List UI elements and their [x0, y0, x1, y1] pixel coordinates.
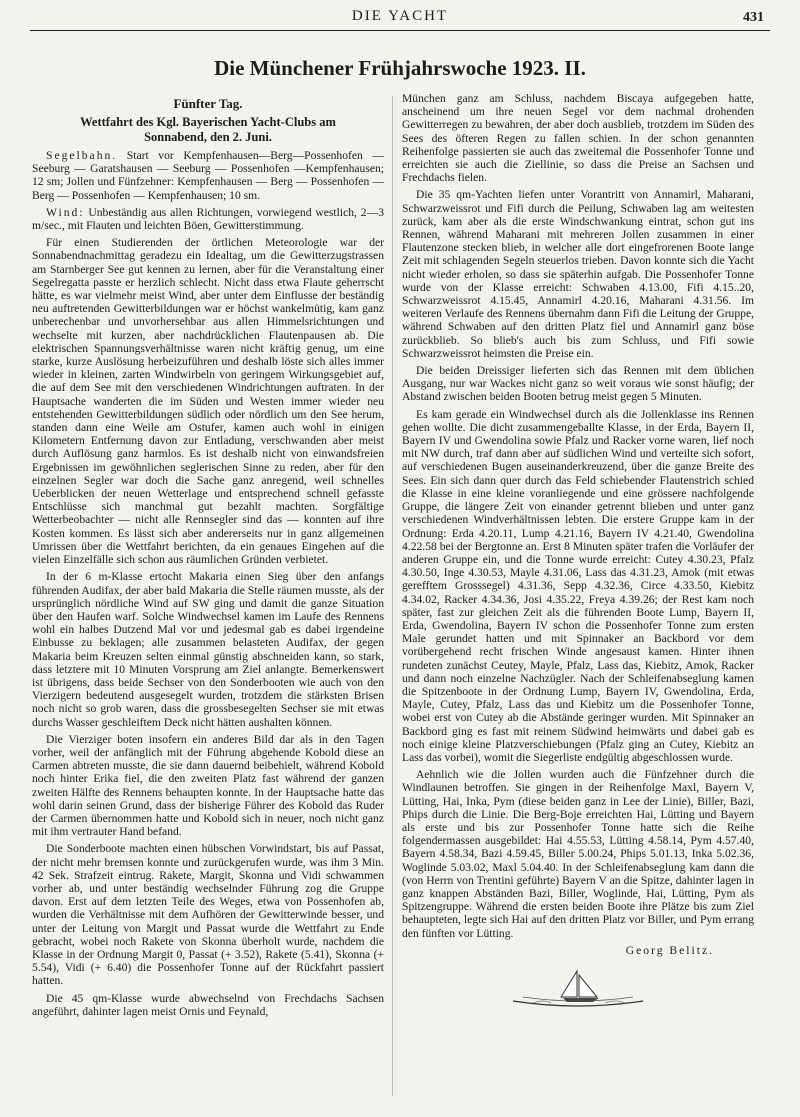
body-paragraph: Die Vierziger boten insofern ein anderes Bild dar als in den Tagen vorher, weil der anfänglich mit der Führung abgehende Kobold diese an Carmen abtreten musste, die sie dann dauernd beibehielt, während Kobold noch hinter Erika fiel, die den zweiten Platz fast während der ganzen zweiten Hälfte des Rennens behaupten konnte. In der Hauptsache hatte das wohl darin seinen Grund, dass der bisherige Führer des Kobold das Ruder der Carmen übernommen hatte und Kobold sich in neuer, noch nicht ganz mit ihm vertrauter Hand befand.: [32, 732, 384, 839]
body-paragraph: Aehnlich wie die Jollen wurden auch die Fünfzehner durch die Windlaunen betroffen. Sie gingen in der Reihenfolge Maxl, Bayern V, Lütting, Hai, Inka, Pym (diese beiden ganz in Lee der Linie), Biller, Bazi, Phips durch die Linie. Die Berg-Boje erreichten Hai, Lütting und Bayern als erste und bis zur Possenhofer Tonne hatte sich die Reihe folgendermassen ausgebildet: Hai 4.55.53, Lütting 4.58.14, Pym 4.57.40, Bayern 4.58.34, Bazi 4.59.45, Biller 5.00.24, Phips 5.01.13, Inka 5.02.36, Woglinde 5.03.02, Maxl 5.04.40. In der Schleifenabseglung kam dann die (von Herrn von Trentini geführte) Bayern V an die Spitze, dahinter lagen in ganz knappen Abständen Bazi, Biller, Woglinde, Hai, Lütting, Pym als Spitzengruppe. Während die ersten beiden Boote ihre Plätze bis zum Ziel behaupteten, legte sich Hai auf den dritten Platz vor Biller, und Pym errang den fünften vor Lütting.: [402, 768, 754, 940]
column-divider: [392, 96, 393, 1096]
article-title: Die Münchener Frühjahrswoche 1923. II.: [214, 56, 586, 80]
running-head: DIE YACHT: [351, 8, 449, 24]
body-paragraph: Die beiden Dreissiger lieferten sich das Rennen mit dem üblichen Ausgang, nur war Wackes nicht ganz so weit voraus wie sonst häufig; der Abstand zwischen beiden Booten betrug meist gegen 5 Minuten.: [402, 364, 754, 404]
right-column: [402, 92, 754, 1102]
wind-paragraph: [32, 206, 384, 232]
section-heading: Fünfter Tag.: [173, 96, 243, 111]
header-rule: [30, 30, 770, 31]
body-paragraph: München ganz am Schluss, nachdem Biscaya aufgegeben hatte, anscheinend um ihre neuen Segel vor dem nachmal drohenden Gewitterregen zu bewahren, der aber doch ausblieb, trotzdem im Süden des Sees des öfteren Regen zu fallen schien. In der schon genannten Reihenfolge passierten sie auch das zweitemal die Possenhofer Tonne und erreichten sie auch die Ziellinie, so dass die Preise an Sachsen und Frechdachs fielen.: [402, 92, 754, 185]
body-paragraph: Es kam gerade ein Windwechsel durch als die Jollenklasse ins Rennen gehen wollte. Die dicht zusammengeballte Klasse, in der Erda, Bayern II, Bayern IV und Gwendolina sowie Pfalz und Racker vorne waren, lief noch mit NW durch, traf dann aber auf südlichen Wind und verteilte sich sofort, auf verschiedenen Bugen auseinanderkreuzend, über die ganze Breite des Sees. Ein sich dann quer durch das Feld schiebender Flautenstrich schied die Klasse in eine kleine voranliegende und eine grössere nachfolgende Gruppe, die längere Zeit von einander getrennt blieben und unter ganz verschiedenen Windverhältnissen lebten. Die erstere Gruppe kam in der Ordnung: Erda 4.20.11, Lump 4.21.16, Bayern IV 4.21.40, Gwendolina 4.22.58 bei der Bergtonne an. Erst 8 Minuten später trafen die Vorläufer der anderen Gruppe ein, und die Tonne wurde erreicht: Cutey 4.30.23, Pfalz 4.30.50, Inge 4.30.53, Mayle 4.31.06, Lass das 4.31.23, Amok (mit etwas gerefftem Grosssegel) 4.31.36, Sepp 4.32.36, Circe 4.33.50, Kiebitz 4.34.02, Racker 4.34.36, Josi 4.35.22, Freya 4.39.26; der Rest kam noch später, fast zur gleichen Zeit als die führenden Boote Lump, Bayern II, Erda, Gwendolina, Bayern IV schon die Possenhofer Tonne zum ersten Male gerundet hatten und mit Spinnaker an Backbord vor dem vorübergehend recht frischen Winde angesaust kamen. Hinter ihnen rundeten zunächst Ceutey, Mayle, Pfalz, Lass das, Kiebitz, Amok, Racker und dann noch einzelne Nachzügler. Nach der Schleifenabseglung kamen die Spitzenboote in der Ordnung Lump, Bayern IV, Gwendolina, Erda, Mayle, Cutey, Pfalz, Lass das und Kiebitz um die Possenhofer Tonne, wobei erst von Cutey ab die Abstände geringer wurden. Mit Spinnaker an Backbord ging es fast mit reinem Südwind heimwärts und dabei gab es noch einige kleine Platzverschiebungen (Pfalz ging an Cutey, Kiebitz an Lass das vorbei), womit die Siegerliste endgültig abgeschlossen wurde.: [402, 407, 754, 764]
body-paragraph: Für einen Studierenden der örtlichen Meteorologie war der Sonnabendnachmittag geradezu ein Idealtag, um die Gewitterzugstrassen am Starnberger See gut kennen zu lernen, aber für die Veranstaltung einer Segelregatta passte er herzlich schlecht. Nicht dass etwa Flaute geherrscht hätte, es war vielmehr meist Wind, aber unter dem Einflusse der beständig neu auftretenden Gewitterbildungen war er höchst wankelmütig, kam ganz unberechenbar und unvorhersehbar aus allen Himmelsrichtungen und wechselte mit kurzen, aber nachdrücklichen Flautenpausen ab. Die elektrischen Spannungsverhältnisse waren nicht kräftig genug, um eine starke, kurze Auslösung herbeizuführen und deshalb löste sich alles immer wieder in kleinen, zarten Windwirbeln von geringem Wirkungsgebiet auf, die auf dem See mit den verschiedenen Windrichtungen auftraten. In der Hauptsache wanderten die im Süden und Westen immer wieder neu entstehenden Gewitterbildungen südlich oder nördlich um den See herum, standen dann eine Weile am Ostufer, kamen auch wohl in einigen Kilometern Entfernung davon zur Entladung, verschwanden aber meist durch Auflösung ganz harmlos. Es ist deshalb nicht von einwandsfreien Ergebnissen im gewöhnlichen seglerischen Sinne zu reden, aber für den einzelnen Segler war doch die Sache ganz anregend, weil schnelles Ueberblicken der neuen Wetterlage und entsprechend schnell gefasste Entschlüsse sich manchmal gut bezahlt machten. Sorgfältige Wetterbeobachter — nicht alle Rennsegler sind das — konnten auf ihre Kosten kommen. Es lässt sich aber andererseits nur in ganz allgemeinen Umrissen über die Wettfahrt berichten, da ein genaues Eingehen auf die vielen Einzelfälle sich schon aus räumlichen Gründen verbietet.: [32, 236, 384, 567]
sailboat-ornament-icon: [402, 967, 754, 1013]
author-signature: Georg Belitz.: [625, 943, 714, 957]
body-paragraph: Die 45 qm-Klasse wurde abwechselnd von Frechdachs Sachsen angeführt, dahinter lagen meist Ornis und Feynald,: [32, 991, 384, 1018]
course-label: Segelbahn.: [46, 149, 118, 162]
page-number: 431: [743, 10, 764, 25]
wind-label: Wind:: [46, 205, 85, 219]
course-paragraph: [32, 149, 384, 202]
section-subheading: Wettfahrt des Kgl. Bayerischen Yacht-Clubs am Sonnabend, den 2. Juni.: [80, 115, 336, 144]
wind-text: Unbeständig aus allen Richtungen, vorwiegend westlich, 2—3 m/sec., mit Flauten und leichten Böen, Gewitterstimmung.: [32, 205, 384, 233]
course-text: Start vor Kempfenhausen—Berg—Possenhofen — Seeburg — Garatshausen — Seeburg — Possenhofen —Kempfenhausen; 12 sm; Jollen und Fünfzehner: Kempfenhausen — Berg — Possenhofen — Berg — Possenhofen — Kempfenhausen; 10 sm.: [32, 149, 384, 202]
body-paragraph: Die Sonderboote machten einen hübschen Vorwindstart, bis auf Passat, der nicht mehr bremsen konnte und zurückgerufen wurde, was ihm 3 Min. 42 Sek. Strafzeit eintrug. Rakete, Margit, Skonna und Vidi schwammen vorher ab, und unter beständig wechselnder Führung zog die Gruppe davon. Erst auf dem letzten Teile des Weges, etwa von Possenhofen ab, wurden die Verhältnisse mit dem Aufhören der Gewitterwinde besser, und unter der Leitung von Margit und Passat wurde die Wettfahrt zu Ende gebracht, wobei noch Rakete von Skonna überholt wurde, nachdem die Klasse in der Ordnung Margit 0, Passat (+ 3.52), Rakete (5.41), Skonna (+ 5.54), Vidi (+ 6.40) die Possenhofer Tonne auf der Rückfahrt passiert hatten.: [32, 842, 384, 988]
left-column: [32, 96, 384, 1106]
body-paragraph: Die 35 qm-Yachten liefen unter Vorantritt von Annamirl, Maharani, Schwarzweissrot und Fifi durch die Peilung, Schwaben lag am weitesten zurück, kam aber als die erste Windschwankung eintrat, schon gut ins Rennen, während Maharani mit mehreren Jollen zusammen in einer Flautenzone stecken blieb, in welcher alle dort eingefrorenen Boote lange Zeit mit schlagenden Segeln steuerlos trieben. Davon konnte sich die Yacht nicht wieder erholen, so dass sie späterhin aufgab. Die Possenhofer Tonne wurde von der Klasse erreicht: Schwaben 4.13.00, Fifi 4.15..20, Schwarzweissrot 4.15.45, Annamirl 4.20.16, Maharani 4.31.56. Im weiteren Verlaufe des Rennens übernahm dann Fifi die Leitung der Gruppe, während Schwaben auf den dritten Platz fiel und Annamirl ganz böse zurückblieb. So blieb's auch bis zum Schluss, und Fifi sowie Schwarzweissrot heimsten die Preise ein.: [402, 188, 754, 360]
body-paragraph: In der 6 m-Klasse ertocht Makaria einen Sieg über den anfangs führenden Audifax, der aber bald Makaria die Stelle räumen musste, als der ursprünglich nördliche Wind auf SW ging und damit die ganze Situation über den Haufen warf. Solche Windwechsel kamen im Laufe des Rennens wohl ein halbes Dutzend Mal vor und jedesmal gab es dabei irgendeine Einbusse zu beklagen; alle zusammen belasteten Audifax, der gegen Makaria beim Kreuzen selten einmal günstig abschneiden kann, so stark, dass letztere mit 10 Minuten Vorsprung am Ziel anlangte. Bemerkenswert ist übrigens, dass beide Sechser von den Sonderbooten wie auch von den Vierzigern bedeutend ausgesegelt wurden, trotzdem die stärksten Brisen noch nicht so grob waren, dass die grossbesegelten Sechser sie mit etwas durchs Wasser geschleiftem Deck nicht hätten aushalten können.: [32, 570, 384, 729]
